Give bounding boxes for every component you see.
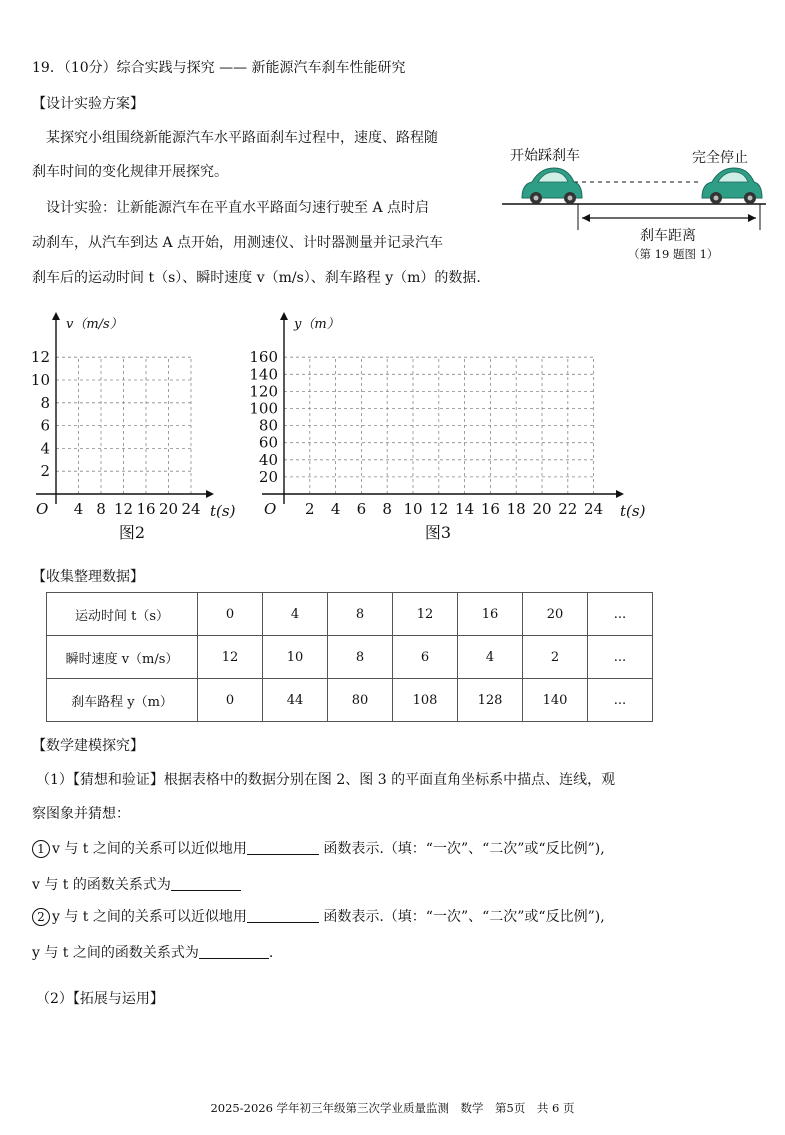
table-cell: ...	[588, 636, 653, 679]
item2-text-c: y 与 t 之间的函数关系式为	[32, 945, 199, 961]
para2-line2: 动刹车，从汽车到达 A 点开始，用测速仪、计时器测量并记录汽车	[32, 235, 444, 251]
table-cell: 12	[198, 636, 263, 679]
item1-text-a: v 与 t 之间的关系可以近似地用	[52, 841, 247, 857]
item1-line	[32, 838, 605, 858]
table-cell: 0	[198, 679, 263, 722]
table-row-header: 运动时间 t（s）	[47, 593, 198, 636]
item1-blank-type[interactable]	[247, 840, 319, 855]
table-cell: 20	[523, 593, 588, 636]
table-cell: 8	[328, 636, 393, 679]
x-tick-label: 10	[403, 500, 423, 518]
x-tick-label: 8	[96, 500, 106, 518]
item1-blank-formula[interactable]	[171, 876, 241, 891]
section-collect: 【收集整理数据】	[32, 569, 144, 585]
item2-number: 2	[32, 908, 50, 926]
item1-text-b: 函数表示.（填：“一次”、“二次”或“反比例”),	[318, 841, 605, 857]
x-tick-label: 12	[113, 500, 134, 518]
x-tick-label: 16	[136, 500, 156, 518]
section-modeling: 【数学建模探究】	[32, 738, 144, 754]
x-tick-label: 20	[158, 500, 179, 518]
graph3-distance-time	[240, 310, 646, 545]
y-tick-label: 8	[40, 393, 50, 412]
table-cell: 6	[393, 636, 458, 679]
item1-text-c: v 与 t 的函数关系式为	[32, 877, 171, 893]
table-cell: 128	[458, 679, 523, 722]
y-axis-label: v（m/s）	[66, 317, 123, 332]
table-cell: 2	[523, 636, 588, 679]
y-tick-label: 160	[249, 348, 278, 367]
para2-line1: 设计实验：让新能源汽车在平直水平路面匀速行驶至 A 点时启	[46, 200, 430, 216]
item2-blank-formula[interactable]	[199, 944, 269, 959]
item2-formula-line	[32, 942, 273, 962]
table-row	[47, 679, 653, 722]
table-row	[47, 593, 653, 636]
x-axis-arrow	[206, 490, 214, 498]
y-tick-label: 6	[40, 416, 50, 435]
x-tick-label: 2	[305, 500, 315, 518]
y-tick-label: 20	[258, 467, 278, 486]
table-row-header: 瞬时速度 v（m/s）	[47, 636, 198, 679]
figure1-diagram	[498, 140, 773, 265]
x-tick-label: 4	[330, 500, 341, 518]
label-full-stop: 完全停止	[692, 150, 748, 166]
item2-line	[32, 906, 605, 926]
table-cell: 8	[328, 593, 393, 636]
item2-text-a: y 与 t 之间的关系可以近似地用	[52, 909, 247, 925]
item2-end: .	[268, 945, 274, 961]
car-icon-start	[522, 168, 582, 204]
table-cell: 16	[458, 593, 523, 636]
q1-line1: （1）【猜想和验证】根据表格中的数据分别在图 2、图 3 的平面直角坐标系中描点、连线，观	[36, 772, 616, 788]
y-tick-label: 60	[258, 433, 278, 452]
graph-caption: 图2	[118, 523, 146, 542]
x-axis-label: t(s)	[210, 502, 236, 520]
x-tick-label: 22	[558, 500, 578, 518]
x-tick-label: 24	[584, 500, 604, 518]
y-axis-arrow	[52, 312, 60, 320]
y-tick-label: 12	[30, 348, 50, 367]
para2-line3: 刹车后的运动时间 t（s）、瞬时速度 v（m/s）、刹车路程 y（m）的数据.	[32, 270, 481, 286]
item1-number: 1	[32, 840, 50, 858]
x-tick-label: 20	[532, 500, 552, 518]
x-tick-label: 18	[506, 500, 526, 518]
label-braking-distance: 刹车距离	[640, 228, 696, 244]
graph-caption: 图3	[424, 523, 452, 542]
x-axis-arrow	[616, 490, 624, 498]
table-cell: 108	[393, 679, 458, 722]
x-tick-label: 6	[356, 500, 367, 518]
label-start-braking: 开始踩刹车	[510, 148, 580, 164]
table-cell: 12	[393, 593, 458, 636]
x-axis-label: t(s)	[620, 502, 646, 520]
y-tick-label: 80	[258, 416, 278, 435]
q2-heading: （2）【拓展与运用】	[36, 991, 164, 1007]
table-cell: 4	[263, 593, 328, 636]
q1-line2: 察图象并猜想：	[32, 806, 130, 822]
y-tick-label: 2	[40, 462, 50, 481]
section-design: 【设计实验方案】	[32, 96, 144, 112]
x-tick-label: 16	[480, 500, 500, 518]
graph2-velocity-time	[30, 310, 245, 545]
x-tick-label: 4	[73, 500, 84, 518]
figure1-caption: （第 19 题图 1）	[628, 247, 719, 261]
table-cell: 0	[198, 593, 263, 636]
data-table	[46, 592, 653, 722]
page-footer: 2025-2026 学年初三年级第三次学业质量监测 数学 第5页 共 6 页	[210, 1101, 575, 1115]
table-cell: 4	[458, 636, 523, 679]
origin-label: O	[36, 500, 49, 518]
table-cell: 140	[523, 679, 588, 722]
item2-text-b: 函数表示.（填：“一次”、“二次”或“反比例”),	[318, 909, 605, 925]
y-axis-arrow	[280, 312, 288, 320]
x-tick-label: 14	[455, 500, 475, 518]
x-tick-label: 8	[382, 500, 392, 518]
table-cell: 44	[263, 679, 328, 722]
table-cell: 10	[263, 636, 328, 679]
x-tick-label: 24	[181, 500, 201, 518]
table-cell: ...	[588, 679, 653, 722]
car-icon-stop	[702, 168, 762, 204]
para1-line2: 刹车时间的变化规律开展探究。	[32, 164, 228, 180]
para1-line1: 某探究小组围绕新能源汽车水平路面刹车过程中，速度、路程随	[46, 130, 438, 146]
table-row-header: 刹车路程 y（m）	[47, 679, 198, 722]
table-cell: ...	[588, 593, 653, 636]
y-tick-label: 100	[249, 399, 278, 418]
table-row	[47, 636, 653, 679]
table-cell: 80	[328, 679, 393, 722]
y-tick-label: 4	[40, 439, 50, 458]
question-title: 19．（10分）综合实践与探究 —— 新能源汽车刹车性能研究	[32, 60, 406, 76]
x-tick-label: 12	[429, 500, 449, 518]
item2-blank-type[interactable]	[247, 908, 319, 923]
y-tick-label: 120	[249, 382, 278, 401]
origin-label: O	[264, 500, 277, 518]
y-axis-label: y（m）	[294, 317, 340, 332]
y-tick-label: 140	[249, 365, 278, 384]
item1-formula-line	[32, 874, 241, 894]
y-tick-label: 40	[258, 450, 278, 469]
y-tick-label: 10	[30, 371, 50, 389]
